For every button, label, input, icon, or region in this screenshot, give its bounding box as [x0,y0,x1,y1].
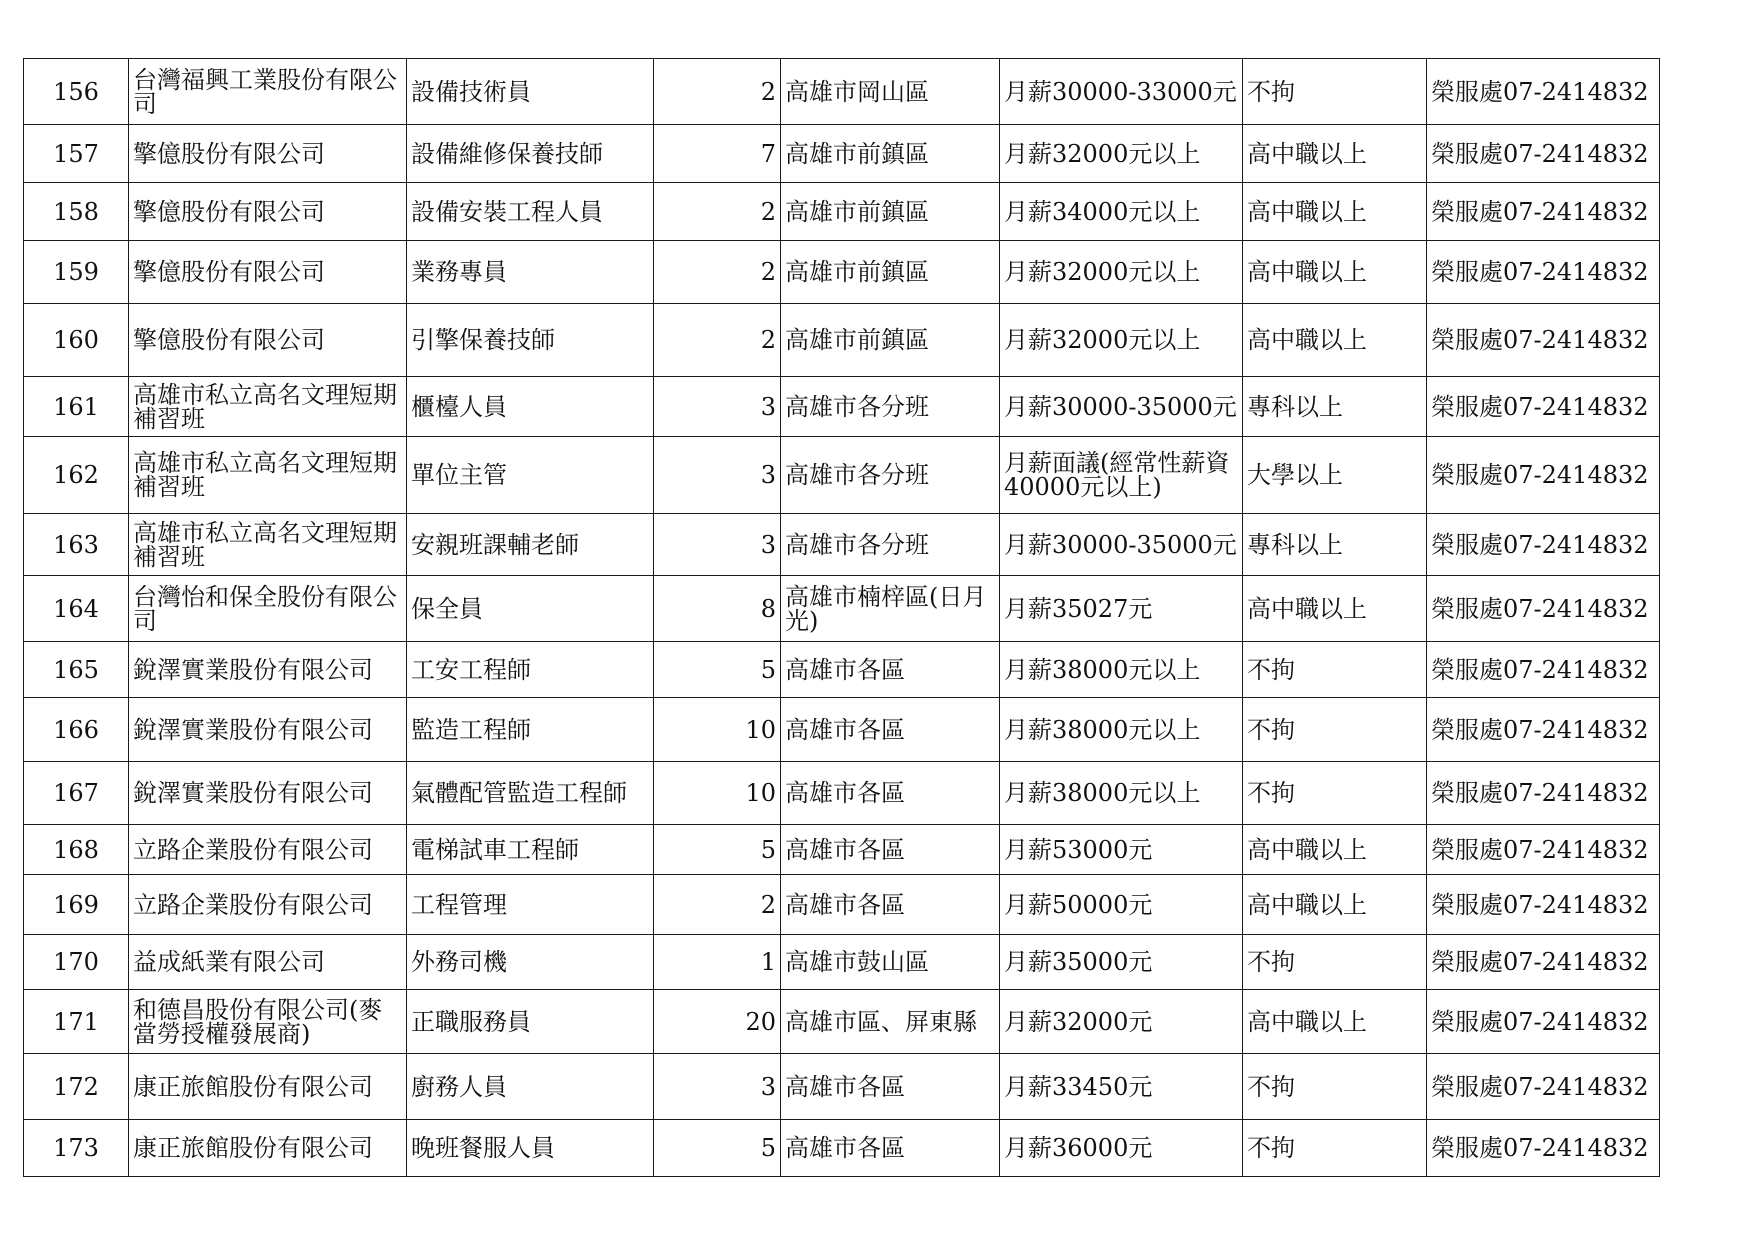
contact-info: 榮服處07-2414832 [1427,514,1660,576]
table-row [24,241,1660,304]
salary: 月薪53000元 [1000,825,1243,875]
table-row [24,125,1660,183]
contact-info: 榮服處07-2414832 [1427,241,1660,304]
openings-count: 3 [654,1054,781,1120]
job-title: 監造工程師 [407,698,654,762]
company-name: 台灣福興工業股份有限公司 [129,59,407,125]
salary: 月薪38000元以上 [1000,698,1243,762]
row-number: 163 [24,514,129,576]
company-name: 益成紙業有限公司 [129,935,407,990]
company-name: 立路企業股份有限公司 [129,825,407,875]
job-title: 保全員 [407,576,654,642]
job-title: 晚班餐服人員 [407,1120,654,1177]
job-title: 工安工程師 [407,642,654,698]
work-location: 高雄市前鎮區 [781,183,1000,241]
job-title: 正職服務員 [407,990,654,1054]
company-name: 高雄市私立高名文理短期補習班 [129,377,407,437]
row-number: 156 [24,59,129,125]
row-number: 166 [24,698,129,762]
company-name: 高雄市私立高名文理短期補習班 [129,514,407,576]
job-title: 廚務人員 [407,1054,654,1120]
contact-info: 榮服處07-2414832 [1427,183,1660,241]
openings-count: 2 [654,59,781,125]
education-requirement: 高中職以上 [1243,875,1427,935]
education-requirement: 專科以上 [1243,514,1427,576]
work-location: 高雄市岡山區 [781,59,1000,125]
table-row [24,1120,1660,1177]
openings-count: 1 [654,935,781,990]
job-title: 引擎保養技師 [407,304,654,377]
salary: 月薪30000-35000元 [1000,377,1243,437]
salary: 月薪36000元 [1000,1120,1243,1177]
education-requirement: 不拘 [1243,762,1427,825]
contact-info: 榮服處07-2414832 [1427,875,1660,935]
contact-info: 榮服處07-2414832 [1427,698,1660,762]
table-row [24,762,1660,825]
company-name: 擎億股份有限公司 [129,125,407,183]
work-location: 高雄市各區 [781,698,1000,762]
table-row [24,990,1660,1054]
education-requirement: 大學以上 [1243,437,1427,514]
work-location: 高雄市前鎮區 [781,304,1000,377]
table-row [24,1054,1660,1120]
work-location: 高雄市各區 [781,762,1000,825]
company-name: 擎億股份有限公司 [129,241,407,304]
job-title: 設備維修保養技師 [407,125,654,183]
contact-info: 榮服處07-2414832 [1427,1054,1660,1120]
row-number: 169 [24,875,129,935]
openings-count: 3 [654,377,781,437]
work-location: 高雄市鼓山區 [781,935,1000,990]
company-name: 銳澤實業股份有限公司 [129,642,407,698]
job-title: 單位主管 [407,437,654,514]
education-requirement: 高中職以上 [1243,576,1427,642]
openings-count: 8 [654,576,781,642]
work-location: 高雄市前鎮區 [781,241,1000,304]
job-listings-table [23,58,1660,1177]
education-requirement: 不拘 [1243,1120,1427,1177]
work-location: 高雄市各區 [781,1054,1000,1120]
work-location: 高雄市各分班 [781,377,1000,437]
job-title: 氣體配管監造工程師 [407,762,654,825]
openings-count: 2 [654,183,781,241]
work-location: 高雄市楠梓區(日月光) [781,576,1000,642]
contact-info: 榮服處07-2414832 [1427,437,1660,514]
contact-info: 榮服處07-2414832 [1427,825,1660,875]
row-number: 162 [24,437,129,514]
openings-count: 3 [654,514,781,576]
salary: 月薪面議(經常性薪資40000元以上) [1000,437,1243,514]
salary: 月薪32000元以上 [1000,125,1243,183]
contact-info: 榮服處07-2414832 [1427,642,1660,698]
education-requirement: 不拘 [1243,698,1427,762]
job-title: 設備技術員 [407,59,654,125]
row-number: 173 [24,1120,129,1177]
row-number: 168 [24,825,129,875]
job-title: 工程管理 [407,875,654,935]
table-row [24,183,1660,241]
row-number: 158 [24,183,129,241]
work-location: 高雄市各區 [781,1120,1000,1177]
table-row [24,437,1660,514]
work-location: 高雄市各區 [781,642,1000,698]
education-requirement: 高中職以上 [1243,183,1427,241]
salary: 月薪32000元 [1000,990,1243,1054]
contact-info: 榮服處07-2414832 [1427,304,1660,377]
work-location: 高雄市各分班 [781,437,1000,514]
row-number: 170 [24,935,129,990]
openings-count: 20 [654,990,781,1054]
education-requirement: 高中職以上 [1243,825,1427,875]
salary: 月薪38000元以上 [1000,762,1243,825]
row-number: 159 [24,241,129,304]
salary: 月薪30000-35000元 [1000,514,1243,576]
openings-count: 5 [654,825,781,875]
salary: 月薪50000元 [1000,875,1243,935]
salary: 月薪35027元 [1000,576,1243,642]
education-requirement: 不拘 [1243,642,1427,698]
table-row [24,825,1660,875]
company-name: 擎億股份有限公司 [129,183,407,241]
job-listings-sheet [23,58,1660,1177]
education-requirement: 高中職以上 [1243,990,1427,1054]
salary: 月薪30000-33000元 [1000,59,1243,125]
job-title: 電梯試車工程師 [407,825,654,875]
table-row [24,875,1660,935]
openings-count: 2 [654,241,781,304]
table-row [24,935,1660,990]
contact-info: 榮服處07-2414832 [1427,762,1660,825]
row-number: 171 [24,990,129,1054]
company-name: 銳澤實業股份有限公司 [129,762,407,825]
salary: 月薪32000元以上 [1000,304,1243,377]
company-name: 和德昌股份有限公司(麥當勞授權發展商) [129,990,407,1054]
company-name: 高雄市私立高名文理短期補習班 [129,437,407,514]
row-number: 164 [24,576,129,642]
row-number: 165 [24,642,129,698]
openings-count: 2 [654,304,781,377]
company-name: 立路企業股份有限公司 [129,875,407,935]
salary: 月薪35000元 [1000,935,1243,990]
company-name: 銳澤實業股份有限公司 [129,698,407,762]
openings-count: 5 [654,1120,781,1177]
row-number: 160 [24,304,129,377]
contact-info: 榮服處07-2414832 [1427,990,1660,1054]
table-row [24,642,1660,698]
job-title: 安親班課輔老師 [407,514,654,576]
table-row [24,576,1660,642]
job-title: 櫃檯人員 [407,377,654,437]
job-title: 設備安裝工程人員 [407,183,654,241]
work-location: 高雄市各分班 [781,514,1000,576]
table-row [24,377,1660,437]
openings-count: 10 [654,698,781,762]
openings-count: 5 [654,642,781,698]
salary: 月薪38000元以上 [1000,642,1243,698]
table-row [24,59,1660,125]
table-row [24,304,1660,377]
contact-info: 榮服處07-2414832 [1427,377,1660,437]
salary: 月薪34000元以上 [1000,183,1243,241]
openings-count: 7 [654,125,781,183]
table-row [24,698,1660,762]
education-requirement: 不拘 [1243,1054,1427,1120]
table-row [24,514,1660,576]
contact-info: 榮服處07-2414832 [1427,59,1660,125]
company-name: 康正旅館股份有限公司 [129,1120,407,1177]
education-requirement: 高中職以上 [1243,241,1427,304]
job-title: 外務司機 [407,935,654,990]
company-name: 擎億股份有限公司 [129,304,407,377]
row-number: 172 [24,1054,129,1120]
work-location: 高雄市區、屏東縣 [781,990,1000,1054]
education-requirement: 高中職以上 [1243,125,1427,183]
education-requirement: 高中職以上 [1243,304,1427,377]
education-requirement: 不拘 [1243,59,1427,125]
salary: 月薪33450元 [1000,1054,1243,1120]
work-location: 高雄市各區 [781,875,1000,935]
row-number: 157 [24,125,129,183]
education-requirement: 專科以上 [1243,377,1427,437]
contact-info: 榮服處07-2414832 [1427,1120,1660,1177]
salary: 月薪32000元以上 [1000,241,1243,304]
row-number: 161 [24,377,129,437]
openings-count: 2 [654,875,781,935]
work-location: 高雄市前鎮區 [781,125,1000,183]
row-number: 167 [24,762,129,825]
job-title: 業務專員 [407,241,654,304]
work-location: 高雄市各區 [781,825,1000,875]
openings-count: 3 [654,437,781,514]
company-name: 康正旅館股份有限公司 [129,1054,407,1120]
contact-info: 榮服處07-2414832 [1427,125,1660,183]
contact-info: 榮服處07-2414832 [1427,935,1660,990]
contact-info: 榮服處07-2414832 [1427,576,1660,642]
openings-count: 10 [654,762,781,825]
company-name: 台灣怡和保全股份有限公司 [129,576,407,642]
education-requirement: 不拘 [1243,935,1427,990]
